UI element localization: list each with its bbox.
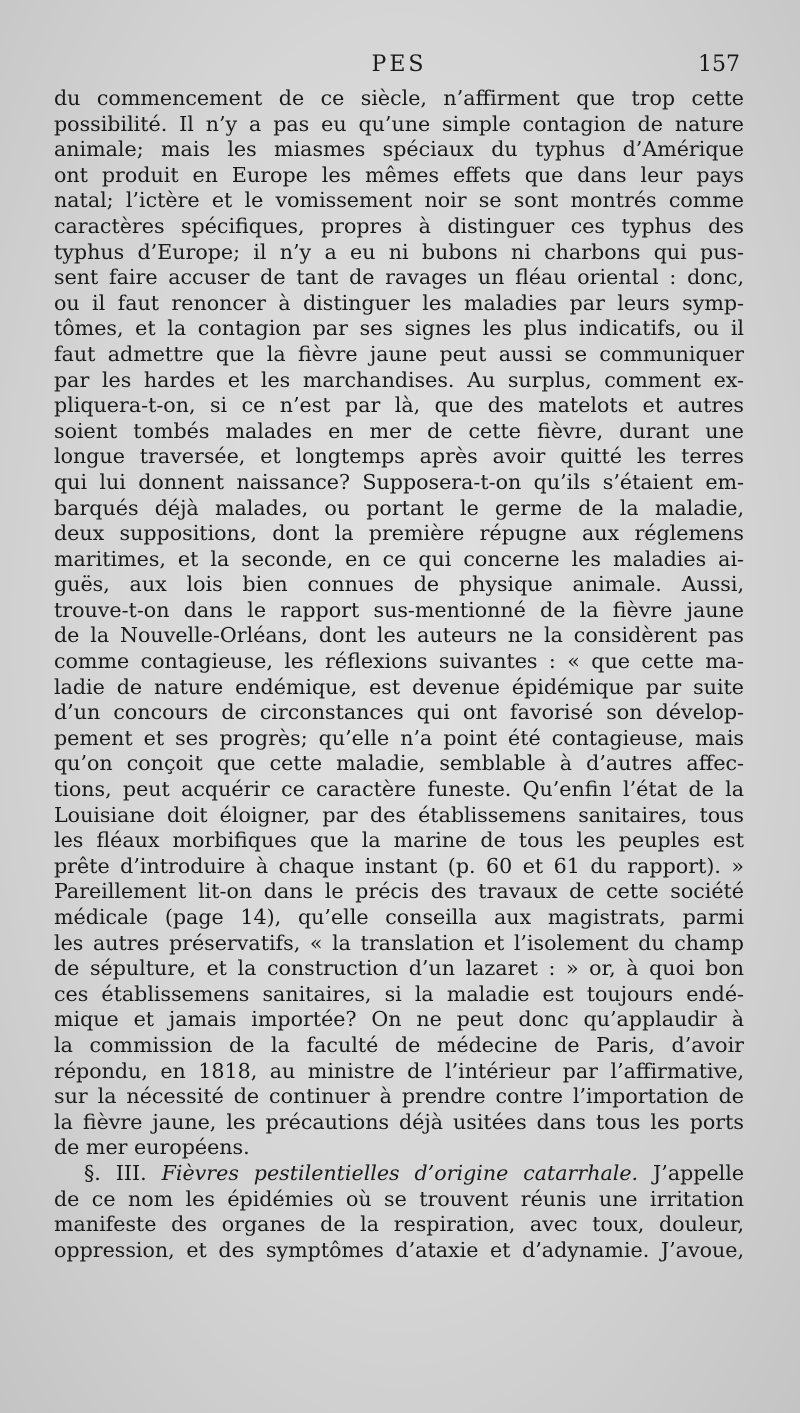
text-line: comme contagieuse, les réflexions suivantes : « que cette ma- — [54, 649, 744, 674]
text-line: guës, aux lois bien connues de physique animale. Aussi, — [54, 572, 744, 597]
text-line: ont produit en Europe les mêmes effets que dans leur pays — [54, 162, 744, 187]
text-line: d’un concours de circonstances qui ont favorisé son dévelop- — [54, 700, 744, 725]
text-line: ou il faut renoncer à distinguer les maladies par leurs symp- — [54, 290, 744, 315]
text-line: Louisiane doit éloigner, par des établissemens sanitaires, tous — [54, 802, 744, 827]
text-line: deux suppositions, dont la première répugne aux réglemens — [54, 521, 744, 546]
text-line: qu’on conçoit que cette maladie, semblable à d’autres affec- — [54, 751, 744, 776]
text-line: manifeste des organes de la respiration, avec toux, douleur, — [54, 1212, 744, 1237]
text-line: mique et jamais importée? On ne peut donc qu’applaudir à — [54, 1007, 744, 1032]
text-line: sent faire accuser de tant de ravages un fléau oriental : donc, — [54, 265, 744, 290]
text-line: ladie de nature endémique, est devenue épidémique par suite — [54, 674, 744, 699]
text-line: de ce nom les épidémies où se trouvent réunis une irritation — [54, 1186, 744, 1211]
body-text — [54, 86, 744, 1263]
text-line: typhus d’Europe; il n’y a eu ni bubons ni charbons qui pus- — [54, 239, 744, 264]
page-header — [54, 52, 744, 86]
text-line: sur la nécessité de continuer à prendre contre l’importation de — [54, 1084, 744, 1109]
text-line: barqués déjà malades, ou portant le germe de la maladie, — [54, 495, 744, 520]
text-line: soient tombés malades en mer de cette fièvre, durant une — [54, 418, 744, 443]
text-line: de mer européens. — [54, 1135, 250, 1160]
section-heading-line — [54, 1161, 744, 1187]
text-line: prête d’introduire à chaque instant (p. 60 et 61 du rapport). » — [54, 853, 744, 878]
page-number: 157 — [698, 52, 740, 77]
text-line: oppression, et des symptômes d’ataxie et d’adynamie. J’avoue, — [54, 1237, 744, 1262]
text-line: par les hardes et les marchandises. Au surplus, comment ex- — [54, 367, 744, 392]
text-line: longue traversée, et longtemps après avoir quitté les terres — [54, 444, 744, 469]
text-line: de sépulture, et la construction d’un lazaret : » or, à quoi bon — [54, 956, 744, 981]
text-line: pement et ses progrès; qu’elle n’a point été contagieuse, mais — [54, 725, 744, 750]
text-line: de la Nouvelle-Orléans, dont les auteurs ne la considèrent pas — [54, 623, 744, 648]
section-title: Fièvres pestilentielles d’origine catarrhale. — [161, 1160, 639, 1185]
text-line: répondu, en 1818, au ministre de l’intérieur par l’affirmative, — [54, 1058, 744, 1083]
text-line: qui lui donnent naissance? Supposera-t-on qu’ils s’étaient em- — [54, 469, 744, 494]
text-line: caractères spécifiques, propres à distinguer ces typhus des — [54, 213, 744, 238]
text-line: pliquera-t-on, si ce n’est par là, que des matelots et autres — [54, 393, 744, 418]
text-line: possibilité. Il n’y a pas eu qu’une simple contagion de nature — [54, 111, 744, 136]
text-line: trouve-t-on dans le rapport sus-mentionné de la fièvre jaune — [54, 597, 744, 622]
running-head: PES — [371, 52, 427, 77]
text-line: animale; mais les miasmes spéciaux du typhus d’Amérique — [54, 137, 744, 162]
text-line: faut admettre que la fièvre jaune peut aussi se communiquer — [54, 341, 744, 366]
text-line: la commission de la faculté de médecine de Paris, d’avoir — [54, 1032, 744, 1057]
text-line: les fléaux morbifiques que la marine de tous les peuples est — [54, 828, 744, 853]
text-line: natal; l’ictère et le vomissement noir se sont montrés comme — [54, 188, 744, 213]
section-first-line-rest: J’appelle — [653, 1160, 745, 1185]
text-line: médicale (page 14), qu’elle conseilla aux magistrats, parmi — [54, 905, 744, 929]
text-line: la fièvre jaune, les précautions déjà usitées dans tous les ports — [54, 1109, 744, 1134]
text-line: ces établissemens sanitaires, si la maladie est toujours endé- — [54, 981, 744, 1006]
text-line: les autres préservatifs, « la translation et l’isolement du champ — [54, 930, 744, 955]
section-number: §. III. — [84, 1160, 147, 1185]
text-line: maritimes, et la seconde, en ce qui concerne les maladies ai- — [54, 546, 744, 571]
text-line: Pareillement lit-on dans le précis des travaux de cette société — [54, 879, 744, 904]
text-line: du commencement de ce siècle, n’affirment que trop cette — [54, 86, 744, 110]
text-line: tions, peut acquérir ce caractère funeste. Qu’enfin l’état de la — [54, 777, 744, 802]
text-line: tômes, et la contagion par ses signes les plus indicatifs, ou il — [54, 316, 744, 341]
